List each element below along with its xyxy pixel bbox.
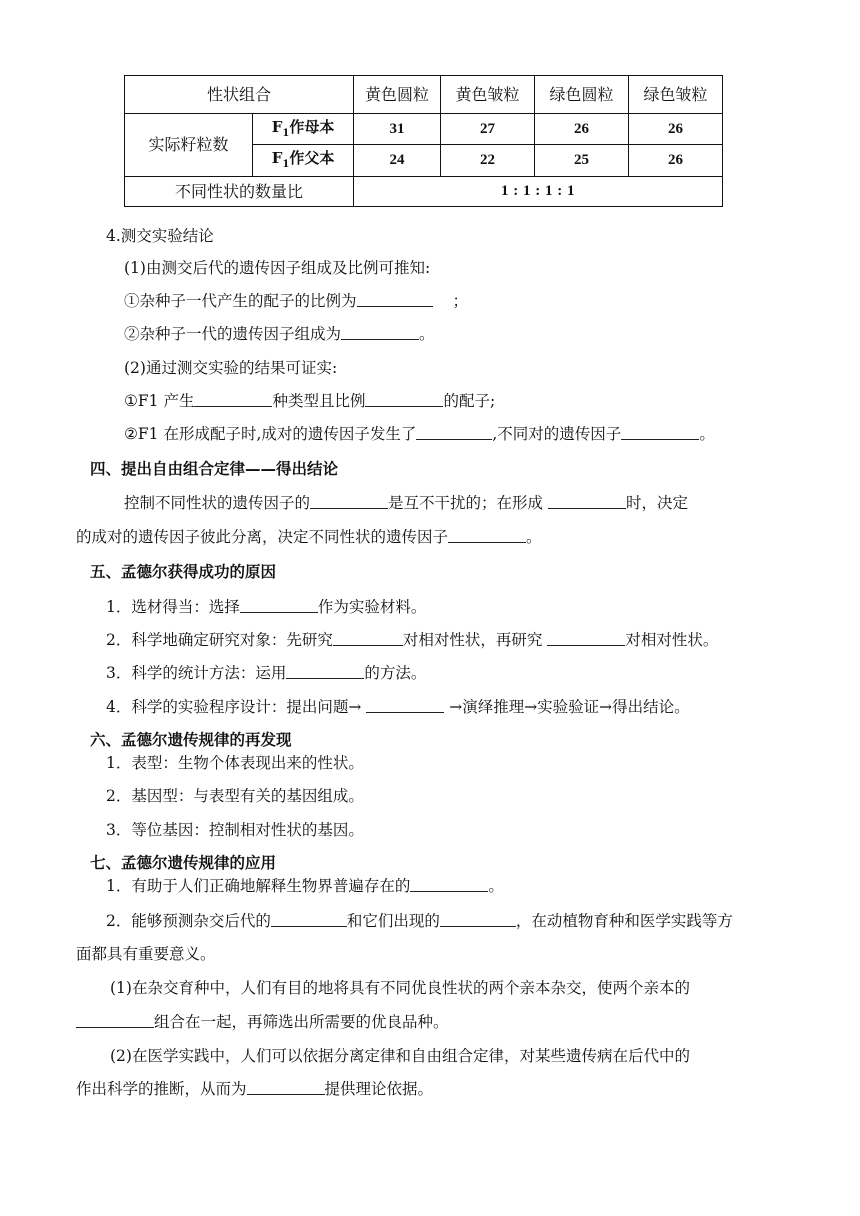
section-six-title: 六、孟德尔遗传规律的再发现 bbox=[90, 731, 292, 749]
list-item: 1．选材得当：选择 作为实验材料。 bbox=[106, 598, 427, 616]
section-five-title: 五、孟德尔获得成功的原因 bbox=[90, 563, 277, 581]
table-cell: 26 bbox=[629, 145, 723, 177]
table-cell: 22 bbox=[441, 145, 535, 177]
table-cell: 26 bbox=[629, 114, 723, 145]
table-header-row bbox=[125, 76, 723, 114]
answer-blank[interactable] bbox=[448, 527, 526, 543]
fill-line: ①F1 产生 种类型且比例 的配子; bbox=[124, 392, 496, 410]
actual-seed-count-label: 实际籽粒数 bbox=[125, 114, 253, 177]
answer-blank[interactable] bbox=[366, 697, 444, 713]
answer-blank[interactable] bbox=[440, 911, 516, 927]
list-item: 2．基因型：与表型有关的基因组成。 bbox=[106, 787, 364, 805]
answer-blank[interactable] bbox=[286, 663, 364, 679]
answer-blank[interactable] bbox=[410, 876, 488, 892]
list-item: 1．有助于人们正确地解释生物界普遍存在的 。 bbox=[106, 877, 504, 895]
table-cell: 24 bbox=[354, 145, 441, 177]
fill-line: 作出科学的推断，从而为 提供理论依据。 bbox=[76, 1080, 434, 1098]
f1-male-label: $F_1$作父本 bbox=[253, 145, 354, 177]
table-cell: 31 bbox=[354, 114, 441, 145]
fill-line: 控制不同性状的遗传因子的 是互不干扰的；在形成 时，决定 bbox=[124, 494, 688, 512]
table-ratio-row bbox=[125, 177, 723, 207]
answer-blank[interactable] bbox=[547, 630, 625, 646]
section-seven-title: 七、孟德尔遗传规律的应用 bbox=[90, 854, 277, 872]
header-green-wrinkled: 绿色皱粒 bbox=[629, 76, 723, 114]
list-item: 3．科学的统计方法：运用 的方法。 bbox=[106, 664, 427, 682]
header-yellow-wrinkled: 黄色皱粒 bbox=[441, 76, 535, 114]
answer-blank[interactable] bbox=[240, 597, 318, 613]
list-item: 1．表型：生物个体表现出来的性状。 bbox=[106, 754, 364, 772]
paragraph: (2)通过测交实验的结果可证实: bbox=[124, 359, 338, 377]
list-item: 4．科学的实验程序设计：提出问题→ →演绎推理→实验验证→得出结论。 bbox=[106, 698, 690, 716]
paragraph: (1)由测交后代的遗传因子组成及比例可推知: bbox=[124, 259, 431, 277]
answer-blank[interactable] bbox=[247, 1079, 325, 1095]
answer-blank[interactable] bbox=[310, 493, 388, 509]
answer-blank[interactable] bbox=[357, 291, 433, 307]
answer-blank[interactable] bbox=[365, 391, 443, 407]
table-cell: 26 bbox=[535, 114, 629, 145]
list-item: 3．等位基因：控制相对性状的基因。 bbox=[106, 821, 364, 839]
answer-blank[interactable] bbox=[271, 911, 347, 927]
answer-blank[interactable] bbox=[76, 1012, 154, 1028]
answer-blank[interactable] bbox=[341, 324, 419, 340]
f1-female-label: $F_1$作母本 bbox=[253, 114, 354, 145]
fill-line: ②F1 在形成配子时,成对的遗传因子发生了 ,不同对的遗传因子 。 bbox=[124, 425, 715, 443]
answer-blank[interactable] bbox=[333, 630, 403, 646]
ratio-label: 不同性状的数量比 bbox=[125, 177, 354, 207]
answer-blank[interactable] bbox=[416, 424, 492, 440]
paragraph: (1)在杂交育种中，人们有目的地将具有不同优良性状的两个亲本杂交，使两个亲本的 bbox=[110, 979, 690, 997]
table-cell: 25 bbox=[535, 145, 629, 177]
fill-line: ②杂种子一代的遗传因子组成为 。 bbox=[124, 325, 435, 343]
fill-line: 的成对的遗传因子彼此分离，决定不同性状的遗传因子 。 bbox=[76, 528, 542, 546]
ratio-value: 1 : 1 : 1 : 1 bbox=[354, 177, 723, 207]
fill-line: ①杂种子一代产生的配子的比例为 ； bbox=[124, 292, 469, 310]
answer-blank[interactable] bbox=[548, 493, 626, 509]
section-four-title: 四、提出自由组合定律——得出结论 bbox=[90, 460, 339, 478]
fill-line: 组合在一起，再筛选出所需要的优良品种。 bbox=[76, 1012, 449, 1032]
list-item: 2．科学地确定研究对象：先研究 对相对性状，再研究 对相对性状。 bbox=[106, 631, 719, 649]
paragraph: (2)在医学实践中，人们可以依据分离定律和自由组合定律，对某些遗传病在后代中的 bbox=[110, 1047, 690, 1065]
header-green-round: 绿色圆粒 bbox=[535, 76, 629, 114]
header-trait-combination: 性状组合 bbox=[125, 76, 354, 114]
section-4-title: 4.测交实验结论 bbox=[106, 227, 214, 245]
paragraph: 面都具有重要意义。 bbox=[76, 945, 216, 963]
cross-results-table bbox=[124, 75, 723, 207]
table-row bbox=[125, 114, 723, 145]
answer-blank[interactable] bbox=[194, 391, 272, 407]
header-yellow-round: 黄色圆粒 bbox=[354, 76, 441, 114]
answer-blank[interactable] bbox=[621, 424, 699, 440]
list-item: 2．能够预测杂交后代的 和它们出现的 ，在动植物育种和医学实践等方 bbox=[106, 912, 733, 930]
table-cell: 27 bbox=[441, 114, 535, 145]
